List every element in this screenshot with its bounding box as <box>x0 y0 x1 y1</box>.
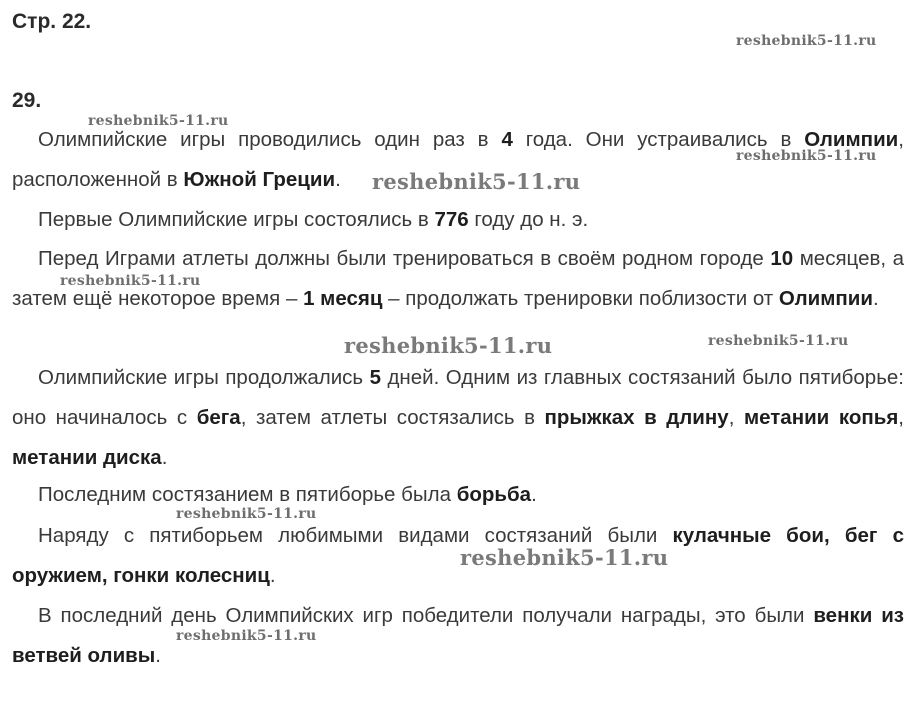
bold-answer: кулачные бои, бег с оружием, гонки колесниц <box>12 524 904 587</box>
text-run: В последний день Олимпийских игр победители получали награды, это были <box>38 604 814 627</box>
text-run: – продолжать тренировки поблизости от <box>382 287 779 310</box>
watermark: reshebnik5-11.ru <box>344 333 553 358</box>
watermark: reshebnik5-11.ru <box>176 628 317 644</box>
paragraph-2 <box>12 200 904 240</box>
text-run: , затем атлеты состязались в <box>240 406 545 429</box>
bold-answer: Южной Греции <box>183 168 336 191</box>
bold-answer: бега <box>196 406 241 429</box>
text-run: году до н. э. <box>468 208 589 231</box>
text-run: Последним состязанием в пятиборье была <box>38 483 457 506</box>
text-run: . <box>269 564 276 587</box>
bold-answer: прыжках в длину <box>544 406 729 429</box>
text-run: . <box>872 287 879 310</box>
bold-answer: 1 месяц <box>303 287 383 310</box>
text-run: . <box>531 483 537 506</box>
bold-answer: Олимпии <box>804 128 899 151</box>
watermark: reshebnik5-11.ru <box>736 148 877 164</box>
text-run: Перед Играми атлеты должны были тренироваться в своём родном городе <box>38 247 771 270</box>
exercise-number: 29. <box>12 89 42 112</box>
text-run: . <box>161 446 168 469</box>
text-run: Олимпийские игры продолжались <box>38 366 370 389</box>
bold-answer: метании копья <box>743 406 899 429</box>
paragraph-6 <box>12 516 904 596</box>
text-run: . <box>155 644 161 667</box>
bold-answer: 4 <box>501 128 513 151</box>
bold-answer: венки из ветвей оливы <box>12 604 904 667</box>
bold-answer: 10 <box>770 247 794 270</box>
watermark: reshebnik5-11.ru <box>176 506 317 522</box>
page-label: Стр. 22. <box>12 10 92 33</box>
text-run: Олимпийские игры проводились один раз в <box>38 128 502 151</box>
paragraph-5 <box>12 475 904 515</box>
watermark: reshebnik5-11.ru <box>708 333 849 349</box>
text-run: Наряду с пятиборьем любимыми видами состязаний были <box>38 524 673 547</box>
text-run: дней. Одним из главных состязаний было пятиборье: оно начиналось с <box>12 366 904 429</box>
paragraph-7 <box>12 596 904 676</box>
text-run: года. Они устраивались в <box>512 128 805 151</box>
watermark: reshebnik5-11.ru <box>88 113 229 129</box>
text-run: , <box>728 406 744 429</box>
paragraph-4 <box>12 358 904 478</box>
watermark: reshebnik5-11.ru <box>372 169 581 194</box>
watermark: reshebnik5-11.ru <box>460 545 669 570</box>
watermark: reshebnik5-11.ru <box>736 33 877 49</box>
bold-answer: Олимпии <box>778 287 873 310</box>
bold-answer: 5 <box>369 366 381 389</box>
text-run: Первые Олимпийские игры состоялись в <box>38 208 435 231</box>
text-run: . <box>335 168 341 191</box>
watermark: reshebnik5-11.ru <box>60 273 201 289</box>
text-run: , расположенной в <box>12 128 904 191</box>
bold-answer: метании диска <box>12 446 162 469</box>
text-run: , <box>898 406 904 429</box>
bold-answer: 776 <box>434 208 469 231</box>
text-run: месяцев, а затем ещё некоторое время – <box>12 247 904 310</box>
bold-answer: борьба <box>456 483 532 506</box>
